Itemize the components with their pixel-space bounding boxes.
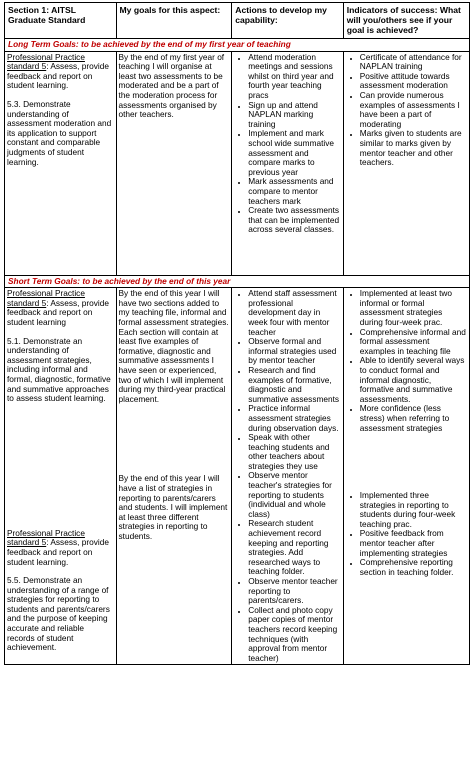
goal-text: By the end of this year I will have two sections added to my teaching file, informal and formal assessment strategies. Each section will contain at least five examples of formative, diagnostic and summative assessments I have seen or experienced, two of which I will implement during my third-year practical placement. [118,288,229,404]
list-item: • Speak with other teaching students and other teachers about strategies they use [248,433,341,471]
header-actions: Actions to develop my capability: [232,3,344,39]
list-item: • Certificate of attendance for NAPLAN training [360,53,467,72]
standard-label: Professional Practice standard 5 [7,288,85,308]
long-term-actions-cell [232,51,344,275]
list-item: • Marks given to students are similar to marks given by mentor teacher and other teachers. [360,129,467,167]
goal-text: By the end of this year I will have a list of strategies in reporting to parents/carers and students. I will implement at least three different strategies in reporting to students. [118,473,228,541]
standard-label: Professional Practice standard 5 [7,51,85,72]
header-indicators: Indicators of success: What will you/others see if your goal is achieved? [343,3,469,39]
list-item: • Positive attitude towards assessment moderation [360,72,467,91]
substandard-text: 5.5. Demonstrate an understanding of a range of strategies for reporting to students and parents/carers and the purpose of keeping accurate and reliable records of student achievement. [7,575,110,653]
list-item: • Able to identify several ways to conduct formal and informal diagnostic, formative and summative assessments. [360,356,467,404]
short-term-standard-cell [5,288,117,665]
list-item: • Research and find examples of formative, diagnostic and summative assessments [248,366,341,404]
long-term-banner: Long Term Goals: to be achieved by the end of my first year of teaching [5,39,470,52]
long-term-banner-row [5,39,470,52]
list-item: • Mark assessments and compare to mentor teachers mark [248,177,341,206]
list-item: • Attend moderation meetings and sessions whilst on third year and fourth year teaching pracs [248,53,341,101]
short-term-goal-cell [116,288,232,665]
header-row [5,3,470,39]
list-item: • Observe mentor teacher reporting to parents/carers. [248,577,341,606]
long-term-goal-cell: By the end of my first year of teaching I will organise at least two assessments to be moderated and be a part of the moderation process for assessments organised by other teachers. [116,51,232,275]
list-item: • Comprehensive informal and formal assessment examples in teaching file [360,328,467,357]
list-item: • Can provide numerous examples of assessments I have been a part of moderating [360,91,467,129]
short-term-banner: Short Term Goals: to be achieved by the end of this year [5,275,470,288]
list-item: • Research student achievement record keeping and reporting strategies. Add researched ways to teaching folder. [248,519,341,577]
list-item: • Implement and mark school wide summative assessment and compare marks to previous year [248,129,341,177]
header-goals: My goals for this aspect: [116,3,232,39]
list-item: • Collect and photo copy paper copies of mentor teachers record keeping techniques (with approval from mentor teacher) [248,606,341,664]
substandard-text: 5.3. Demonstrate understanding of assessment moderation and its application to support constant and comparable judgments of student learning. [7,98,112,167]
list-item: • Implemented at least two informal or formal assessment strategies during four-week prac. [360,289,467,327]
short-term-row [5,288,470,665]
standard-text: : Assess, provide feedback and report on student learning. [7,61,109,91]
list-item: • Attend staff assessment professional development day in week four with mentor teacher [248,289,341,337]
list-item: • Positive feedback from mentor teacher after implementing strategies [360,529,467,558]
list-item: • Practice informal assessment strategies during observation days. [248,404,341,433]
short-term-actions-cell [232,288,344,665]
list-item: • More confidence (less stress) when referring to assessment strategies [360,404,467,433]
list-item: • Sign up and attend NAPLAN marking training [248,101,341,130]
header-standard: Section 1: AITSL Graduate Standard [5,3,117,39]
list-item: • Observe formal and informal strategies used by mentor teacher [248,337,341,366]
long-term-standard-cell [5,51,117,275]
standard-text: : Assess, provide feedback and report on student learning [7,297,109,327]
list-item: • Implemented three strategies in reporting to students during four-week teaching prac. [360,491,467,529]
list-item: • Create two assessments that can be implemented across several classes. [248,206,341,235]
list-item: • Observe mentor teacher's strategies for reporting to students (individual and whole class) [248,471,341,519]
long-term-row [5,51,470,275]
standard-text: : Assess, provide feedback and report on student learning. [7,537,109,567]
short-term-banner-row [5,275,470,288]
long-term-indicators-cell [343,51,469,275]
list-item: • Comprehensive reporting section in teaching folder. [360,558,467,577]
short-term-indicators-cell [343,288,469,665]
professional-goals-table [4,2,470,665]
standard-label: Professional Practice standard 5 [7,527,85,548]
substandard-text: 5.1. Demonstrate an understanding of assessment strategies, including informal and formal, diagnostic, formative and summative approaches to assess student learning. [7,335,111,404]
